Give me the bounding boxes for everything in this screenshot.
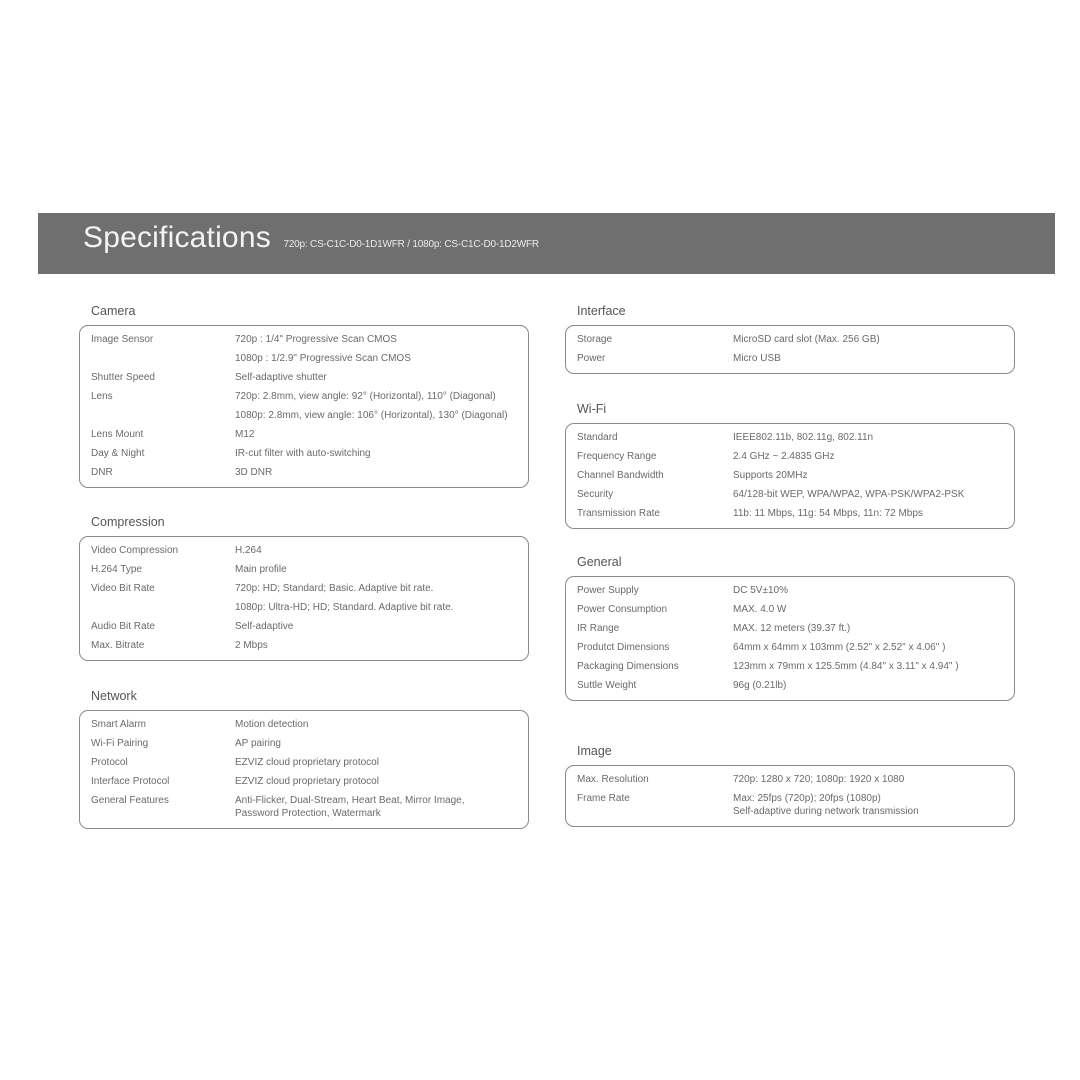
spec-value-line: 2 Mbps xyxy=(235,640,268,651)
spec-value-line: M12 xyxy=(235,429,255,440)
spec-value-line: 2.4 GHz ~ 2.4835 GHz xyxy=(733,451,835,462)
spec-label: General Features xyxy=(91,795,169,806)
spec-label: DNR xyxy=(91,467,113,478)
spec-box xyxy=(79,710,529,829)
spec-label: Lens xyxy=(91,391,113,402)
spec-value xyxy=(235,563,528,576)
spec-row xyxy=(80,620,528,633)
spec-label: Image Sensor xyxy=(91,334,154,345)
spec-value-line: Password Protection, Watermark xyxy=(235,808,381,819)
spec-value xyxy=(733,352,1014,365)
spec-label: Channel Bandwidth xyxy=(577,470,664,481)
section-title: Compression xyxy=(91,515,165,529)
spec-row xyxy=(566,431,1014,444)
spec-value xyxy=(733,507,1014,520)
spec-value-line: Main profile xyxy=(235,564,287,575)
spec-value xyxy=(733,431,1014,444)
spec-label: Day & Night xyxy=(91,448,145,459)
spec-label: Max. Bitrate xyxy=(91,640,145,651)
spec-label: Video Compression xyxy=(91,545,179,556)
spec-label: Power Consumption xyxy=(577,604,668,615)
spec-row xyxy=(566,660,1014,673)
spec-row xyxy=(566,450,1014,463)
spec-value-line: Anti-Flicker, Dual-Stream, Heart Beat, Mirror Image, xyxy=(235,795,465,806)
spec-label: Lens Mount xyxy=(91,429,144,440)
spec-row xyxy=(80,544,528,557)
spec-row xyxy=(80,466,528,479)
spec-row xyxy=(80,756,528,769)
spec-value-line: 720p: 2.8mm, view angle: 92° (Horizontal), 110° (Diagonal) xyxy=(235,391,496,402)
spec-row xyxy=(566,679,1014,692)
spec-value-line: Self-adaptive during network transmission xyxy=(733,806,919,817)
spec-label: Power Supply xyxy=(577,585,639,596)
spec-value-line: 11b: 11 Mbps, 11g: 54 Mbps, 11n: 72 Mbps xyxy=(733,508,923,519)
section-interface xyxy=(565,303,1015,374)
spec-value-line: Micro USB xyxy=(733,353,781,364)
spec-box xyxy=(565,423,1015,529)
spec-row xyxy=(80,718,528,731)
spec-box xyxy=(565,765,1015,827)
spec-value-line: MicroSD card slot (Max. 256 GB) xyxy=(733,334,880,345)
spec-value-line: MAX. 4.0 W xyxy=(733,604,787,615)
spec-row xyxy=(80,428,528,441)
spec-value xyxy=(235,737,528,750)
spec-value-line: IR-cut filter with auto-switching xyxy=(235,448,371,459)
section-title: Camera xyxy=(91,304,136,318)
spec-row xyxy=(566,333,1014,346)
spec-row xyxy=(566,792,1014,818)
spec-row xyxy=(566,352,1014,365)
section-title: Network xyxy=(91,689,137,703)
spec-value xyxy=(733,679,1014,692)
spec-header xyxy=(38,213,1055,274)
spec-value xyxy=(733,660,1014,673)
spec-label: Standard xyxy=(577,432,618,443)
model-subtitle: 720p: CS-C1C-D0-1D1WFR / 1080p: CS-C1C-D0-1D2WFR xyxy=(283,239,539,250)
spec-row xyxy=(566,603,1014,616)
spec-label: Protocol xyxy=(91,757,128,768)
spec-row xyxy=(80,582,528,614)
spec-value xyxy=(235,428,528,441)
title-text: Specifications xyxy=(83,221,271,254)
spec-value-line: H.264 xyxy=(235,545,262,556)
spec-value-line: 1080p: Ultra-HD; HD; Standard. Adaptive bit rate. xyxy=(235,602,454,613)
spec-label: IR Range xyxy=(577,623,620,634)
spec-value xyxy=(733,333,1014,346)
spec-value xyxy=(235,447,528,460)
section-camera xyxy=(79,303,529,488)
spec-value xyxy=(235,333,528,365)
section-wifi xyxy=(565,401,1015,529)
spec-value-line: 720p : 1/4" Progressive Scan CMOS xyxy=(235,334,397,345)
spec-row xyxy=(566,641,1014,654)
spec-value xyxy=(235,390,528,422)
spec-row xyxy=(80,371,528,384)
spec-value-line: Self-adaptive xyxy=(235,621,294,632)
section-title: General xyxy=(577,555,622,569)
section-compression xyxy=(79,514,529,661)
spec-value-line: 1080p: 2.8mm, view angle: 106° (Horizontal), 130° (Diagonal) xyxy=(235,410,508,421)
spec-value xyxy=(733,792,1014,818)
spec-row xyxy=(80,639,528,652)
spec-row xyxy=(566,469,1014,482)
spec-row xyxy=(80,447,528,460)
spec-row xyxy=(80,737,528,750)
spec-value xyxy=(235,718,528,731)
spec-value xyxy=(235,620,528,633)
spec-label: Packaging Dimensions xyxy=(577,661,679,672)
spec-label: Max. Resolution xyxy=(577,774,649,785)
spec-label: H.264 Type xyxy=(91,564,142,575)
spec-value xyxy=(733,641,1014,654)
spec-value-line: 720p: HD; Standard; Basic. Adaptive bit rate. xyxy=(235,583,434,594)
section-network xyxy=(79,688,529,829)
spec-value-line: Max: 25fps (720p); 20fps (1080p) xyxy=(733,793,881,804)
spec-value xyxy=(733,622,1014,635)
spec-label: Produtct Dimensions xyxy=(577,642,670,653)
spec-value-line: Self-adaptive shutter xyxy=(235,372,327,383)
spec-row xyxy=(80,794,528,820)
spec-label: Video Bit Rate xyxy=(91,583,155,594)
spec-value xyxy=(235,582,528,614)
spec-value-line: 720p: 1280 x 720; 1080p: 1920 x 1080 xyxy=(733,774,905,785)
section-title: Interface xyxy=(577,304,626,318)
spec-label: Suttle Weight xyxy=(577,680,637,691)
spec-value xyxy=(733,584,1014,597)
spec-value xyxy=(235,639,528,652)
spec-value-line: 96g (0.21lb) xyxy=(733,680,787,691)
page-title xyxy=(83,221,539,255)
spec-box xyxy=(79,536,529,661)
spec-row xyxy=(566,507,1014,520)
spec-value-line: 64/128-bit WEP, WPA/WPA2, WPA-PSK/WPA2-PSK xyxy=(733,489,965,500)
spec-value-line: 3D DNR xyxy=(235,467,273,478)
spec-row xyxy=(566,584,1014,597)
spec-label: Security xyxy=(577,489,614,500)
spec-row xyxy=(80,775,528,788)
spec-value xyxy=(733,603,1014,616)
spec-value-line: EZVIZ cloud proprietary protocol xyxy=(235,776,379,787)
spec-label: Smart Alarm xyxy=(91,719,147,730)
spec-value xyxy=(733,450,1014,463)
section-title: Wi-Fi xyxy=(577,402,607,416)
spec-value-line: EZVIZ cloud proprietary protocol xyxy=(235,757,379,768)
spec-label: Interface Protocol xyxy=(91,776,170,787)
spec-value xyxy=(235,466,528,479)
spec-value-line: Supports 20MHz xyxy=(733,470,808,481)
spec-label: Shutter Speed xyxy=(91,372,155,383)
spec-row xyxy=(80,563,528,576)
spec-value xyxy=(733,469,1014,482)
spec-value-line: 123mm x 79mm x 125.5mm (4.84" x 3.11" x 4.94" ) xyxy=(733,661,959,672)
spec-value-line: Motion detection xyxy=(235,719,309,730)
spec-row xyxy=(566,773,1014,786)
section-title: Image xyxy=(577,744,612,758)
spec-value xyxy=(235,775,528,788)
spec-label: Audio Bit Rate xyxy=(91,621,155,632)
spec-label: Power xyxy=(577,353,606,364)
spec-row xyxy=(566,622,1014,635)
spec-value-line: 64mm x 64mm x 103mm (2.52" x 2.52" x 4.06" ) xyxy=(733,642,946,653)
spec-value xyxy=(733,773,1014,786)
spec-box xyxy=(79,325,529,488)
spec-value xyxy=(235,544,528,557)
spec-value xyxy=(733,488,1014,501)
section-general xyxy=(565,554,1015,701)
spec-value-line: AP pairing xyxy=(235,738,281,749)
spec-row xyxy=(566,488,1014,501)
spec-label: Wi-Fi Pairing xyxy=(91,738,149,749)
spec-box xyxy=(565,576,1015,701)
spec-value xyxy=(235,371,528,384)
spec-label: Transmission Rate xyxy=(577,508,660,519)
spec-box xyxy=(565,325,1015,374)
spec-value-line: MAX. 12 meters (39.37 ft.) xyxy=(733,623,851,634)
spec-label: Storage xyxy=(577,334,613,345)
spec-value-line: 1080p : 1/2.9" Progressive Scan CMOS xyxy=(235,353,411,364)
spec-value-line: IEEE802.11b, 802.11g, 802.11n xyxy=(733,432,874,443)
section-image xyxy=(565,743,1015,827)
spec-value-line: DC 5V±10% xyxy=(733,585,788,596)
spec-value xyxy=(235,756,528,769)
spec-row xyxy=(80,390,528,422)
spec-label: Frequency Range xyxy=(577,451,657,462)
spec-value xyxy=(235,794,528,820)
spec-row xyxy=(80,333,528,365)
spec-label: Frame Rate xyxy=(577,793,630,804)
